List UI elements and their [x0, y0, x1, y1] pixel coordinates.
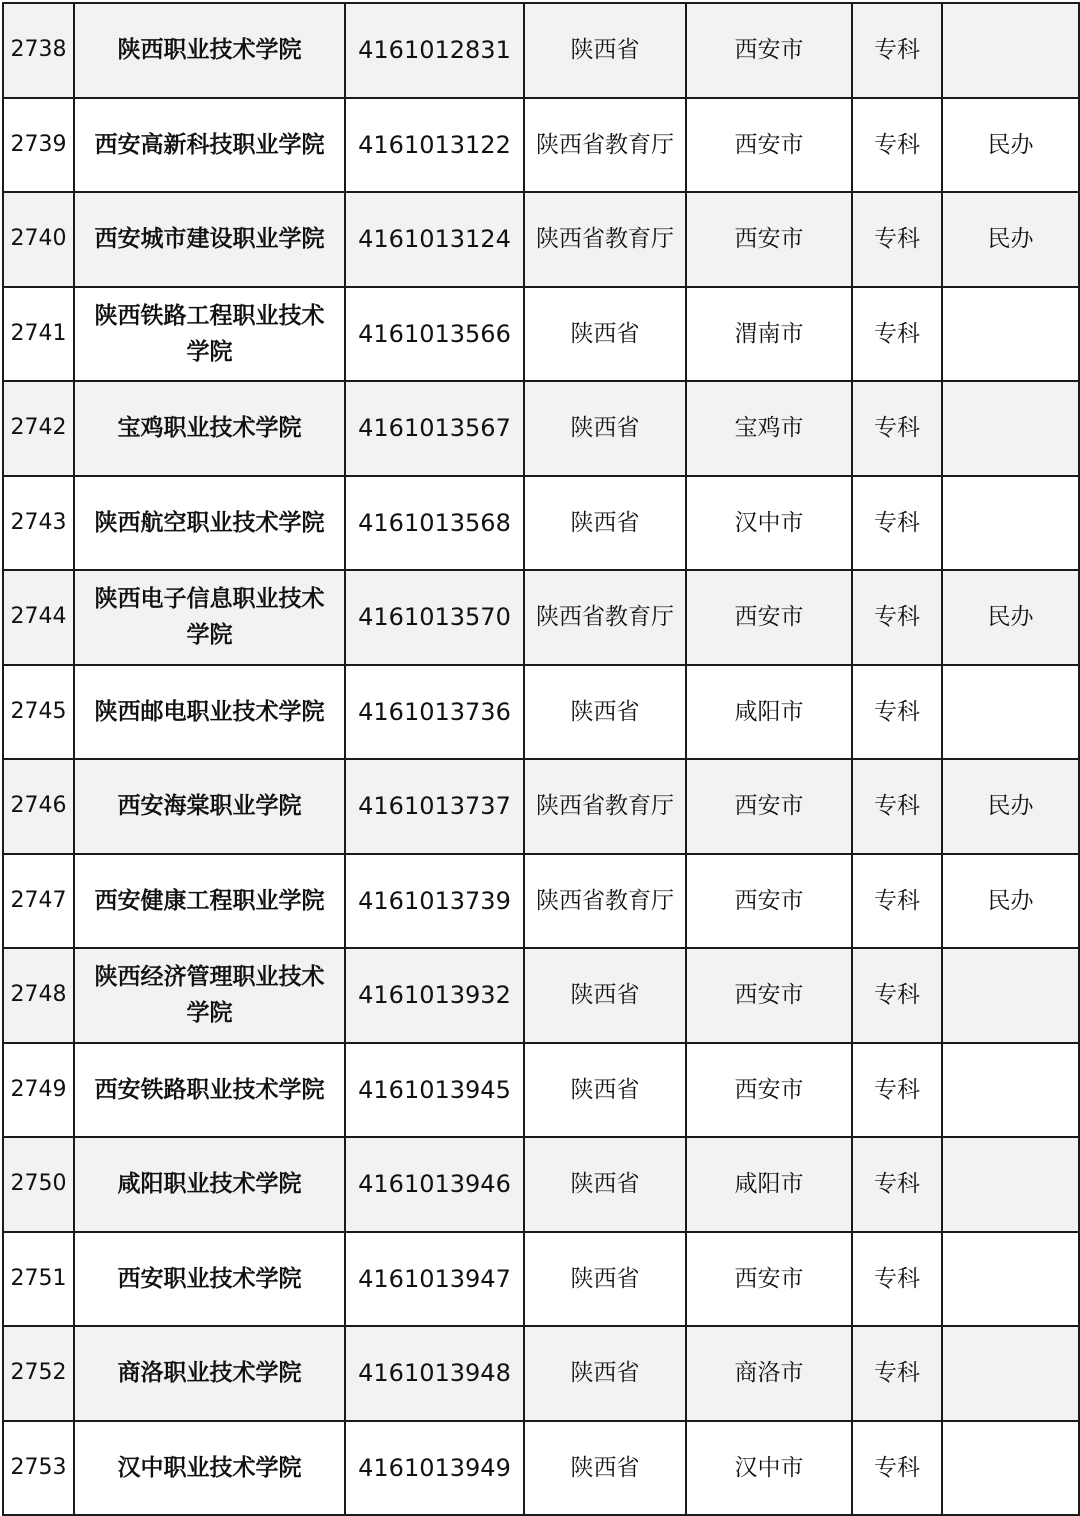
cell-authority: 陕西省 — [524, 1326, 686, 1421]
cell-note — [942, 287, 1079, 382]
table-row — [3, 1232, 1079, 1327]
table-row — [3, 570, 1079, 665]
cell-institution-name: 陕西职业技术学院 — [74, 3, 345, 98]
cell-city: 西安市 — [686, 98, 852, 193]
cell-city: 西安市 — [686, 1043, 852, 1138]
cell-institution-code: 4161013122 — [345, 98, 524, 193]
cell-city: 宝鸡市 — [686, 381, 852, 476]
cell-city: 西安市 — [686, 192, 852, 287]
cell-level: 专科 — [852, 98, 942, 193]
cell-level: 专科 — [852, 287, 942, 382]
cell-authority: 陕西省教育厅 — [524, 570, 686, 665]
cell-authority: 陕西省 — [524, 1421, 686, 1516]
cell-serial-number: 2742 — [3, 381, 74, 476]
cell-city: 西安市 — [686, 948, 852, 1043]
cell-serial-number: 2746 — [3, 759, 74, 854]
cell-institution-name: 西安海棠职业学院 — [74, 759, 345, 854]
cell-city: 汉中市 — [686, 1421, 852, 1516]
table-row — [3, 854, 1079, 949]
cell-serial-number: 2745 — [3, 665, 74, 760]
cell-note — [942, 1326, 1079, 1421]
cell-institution-name: 陕西电子信息职业技术学院 — [74, 570, 345, 665]
cell-city: 渭南市 — [686, 287, 852, 382]
cell-note: 民办 — [942, 570, 1079, 665]
table-row — [3, 287, 1079, 382]
cell-note: 民办 — [942, 759, 1079, 854]
cell-institution-name: 陕西邮电职业技术学院 — [74, 665, 345, 760]
cell-institution-name: 西安城市建设职业学院 — [74, 192, 345, 287]
cell-authority: 陕西省 — [524, 1043, 686, 1138]
table-row — [3, 1326, 1079, 1421]
cell-serial-number: 2753 — [3, 1421, 74, 1516]
cell-authority: 陕西省 — [524, 381, 686, 476]
cell-city: 咸阳市 — [686, 665, 852, 760]
cell-institution-name: 汉中职业技术学院 — [74, 1421, 345, 1516]
cell-authority: 陕西省 — [524, 1232, 686, 1327]
institution-table — [2, 2, 1080, 1516]
cell-note — [942, 1421, 1079, 1516]
table-row — [3, 192, 1079, 287]
cell-level: 专科 — [852, 665, 942, 760]
cell-serial-number: 2743 — [3, 476, 74, 571]
table-row — [3, 98, 1079, 193]
cell-level: 专科 — [852, 854, 942, 949]
table-row — [3, 1043, 1079, 1138]
cell-city: 西安市 — [686, 759, 852, 854]
cell-note: 民办 — [942, 854, 1079, 949]
cell-institution-code: 4161013739 — [345, 854, 524, 949]
cell-level: 专科 — [852, 1043, 942, 1138]
cell-authority: 陕西省教育厅 — [524, 759, 686, 854]
cell-institution-code: 4161013124 — [345, 192, 524, 287]
cell-note: 民办 — [942, 192, 1079, 287]
cell-institution-code: 4161013932 — [345, 948, 524, 1043]
cell-level: 专科 — [852, 1421, 942, 1516]
table-row — [3, 948, 1079, 1043]
cell-serial-number: 2738 — [3, 3, 74, 98]
table-row — [3, 476, 1079, 571]
cell-authority: 陕西省 — [524, 476, 686, 571]
cell-authority: 陕西省 — [524, 665, 686, 760]
cell-note — [942, 1232, 1079, 1327]
cell-authority: 陕西省教育厅 — [524, 98, 686, 193]
cell-note — [942, 476, 1079, 571]
cell-serial-number: 2741 — [3, 287, 74, 382]
cell-institution-code: 4161013737 — [345, 759, 524, 854]
cell-institution-code: 4161012831 — [345, 3, 524, 98]
cell-institution-name: 咸阳职业技术学院 — [74, 1137, 345, 1232]
cell-level: 专科 — [852, 192, 942, 287]
cell-institution-code: 4161013566 — [345, 287, 524, 382]
table-row — [3, 3, 1079, 98]
cell-institution-name: 陕西航空职业技术学院 — [74, 476, 345, 571]
cell-level: 专科 — [852, 759, 942, 854]
cell-note — [942, 1043, 1079, 1138]
cell-institution-code: 4161013570 — [345, 570, 524, 665]
cell-note — [942, 381, 1079, 476]
cell-serial-number: 2747 — [3, 854, 74, 949]
cell-note: 民办 — [942, 98, 1079, 193]
table-row — [3, 1137, 1079, 1232]
cell-level: 专科 — [852, 3, 942, 98]
cell-institution-name: 西安铁路职业技术学院 — [74, 1043, 345, 1138]
cell-level: 专科 — [852, 1326, 942, 1421]
table-row — [3, 1421, 1079, 1516]
cell-serial-number: 2748 — [3, 948, 74, 1043]
cell-city: 西安市 — [686, 3, 852, 98]
cell-note — [942, 1137, 1079, 1232]
table-row — [3, 759, 1079, 854]
cell-institution-name: 陕西经济管理职业技术学院 — [74, 948, 345, 1043]
cell-institution-code: 4161013567 — [345, 381, 524, 476]
cell-institution-name: 西安职业技术学院 — [74, 1232, 345, 1327]
cell-city: 西安市 — [686, 570, 852, 665]
cell-city: 商洛市 — [686, 1326, 852, 1421]
cell-serial-number: 2752 — [3, 1326, 74, 1421]
cell-authority: 陕西省 — [524, 3, 686, 98]
cell-institution-name: 西安健康工程职业学院 — [74, 854, 345, 949]
cell-institution-name: 西安高新科技职业学院 — [74, 98, 345, 193]
cell-institution-code: 4161013568 — [345, 476, 524, 571]
cell-level: 专科 — [852, 476, 942, 571]
cell-institution-code: 4161013736 — [345, 665, 524, 760]
cell-serial-number: 2750 — [3, 1137, 74, 1232]
cell-institution-code: 4161013947 — [345, 1232, 524, 1327]
cell-authority: 陕西省 — [524, 948, 686, 1043]
cell-institution-name: 陕西铁路工程职业技术学院 — [74, 287, 345, 382]
cell-note — [942, 3, 1079, 98]
cell-serial-number: 2751 — [3, 1232, 74, 1327]
cell-note — [942, 948, 1079, 1043]
cell-institution-code: 4161013945 — [345, 1043, 524, 1138]
cell-institution-name: 商洛职业技术学院 — [74, 1326, 345, 1421]
cell-institution-code: 4161013946 — [345, 1137, 524, 1232]
cell-institution-code: 4161013949 — [345, 1421, 524, 1516]
table-row — [3, 381, 1079, 476]
table-row — [3, 665, 1079, 760]
table-body — [3, 3, 1079, 1515]
cell-serial-number: 2740 — [3, 192, 74, 287]
cell-level: 专科 — [852, 1137, 942, 1232]
cell-serial-number: 2744 — [3, 570, 74, 665]
cell-city: 西安市 — [686, 854, 852, 949]
cell-note — [942, 665, 1079, 760]
cell-authority: 陕西省 — [524, 1137, 686, 1232]
cell-level: 专科 — [852, 948, 942, 1043]
cell-institution-name: 宝鸡职业技术学院 — [74, 381, 345, 476]
cell-serial-number: 2749 — [3, 1043, 74, 1138]
cell-level: 专科 — [852, 1232, 942, 1327]
cell-city: 西安市 — [686, 1232, 852, 1327]
cell-institution-code: 4161013948 — [345, 1326, 524, 1421]
cell-level: 专科 — [852, 381, 942, 476]
cell-level: 专科 — [852, 570, 942, 665]
cell-serial-number: 2739 — [3, 98, 74, 193]
cell-authority: 陕西省 — [524, 287, 686, 382]
cell-city: 汉中市 — [686, 476, 852, 571]
cell-authority: 陕西省教育厅 — [524, 192, 686, 287]
cell-city: 咸阳市 — [686, 1137, 852, 1232]
cell-authority: 陕西省教育厅 — [524, 854, 686, 949]
